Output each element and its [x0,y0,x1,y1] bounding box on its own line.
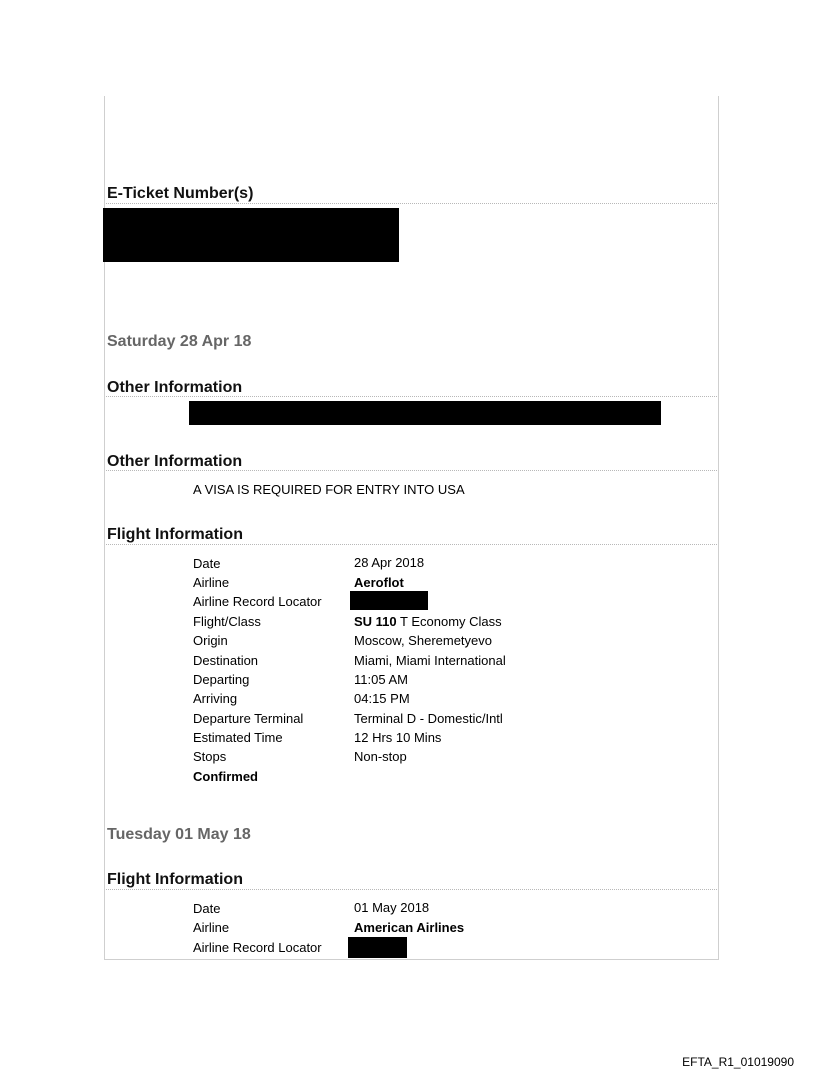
record-locator-label: Airline Record Locator [193,940,322,955]
origin-value: Moscow, Sheremetyevo [354,633,493,648]
day-heading-2: Tuesday 01 May 18 [107,826,251,843]
departure-terminal-label: Departure Terminal [193,711,304,726]
flight-number: SU 110 [354,614,397,629]
redacted-other-info [189,401,661,425]
arriving-value: 04:15 PM [354,691,410,706]
departure-terminal-value: Terminal D - Domestic/Intl [354,711,503,726]
redacted-eticket-numbers [103,208,399,262]
flight-info-heading-2: Flight Information [107,871,243,888]
estimated-time-label: Estimated Time [193,730,283,745]
airline-value: American Airlines [354,920,465,935]
stops-value: Non-stop [354,749,407,764]
booking-class: T Economy Class [396,614,502,629]
other-info-heading-1: Other Information [107,379,243,396]
other-info-heading-2: Other Information [107,453,243,470]
day-heading-1: Saturday 28 Apr 18 [107,333,252,350]
origin-label: Origin [193,633,228,648]
eticket-heading: E-Ticket Number(s) [107,185,254,202]
redacted-record-locator [348,937,407,958]
section-divider [106,396,717,397]
departing-label: Departing [193,672,250,687]
arriving-label: Arriving [193,691,238,706]
redacted-record-locator [350,591,428,610]
section-divider [106,544,717,545]
destination-label: Destination [193,653,259,668]
date-value: 28 Apr 2018 [354,555,425,570]
visa-notice: A VISA IS REQUIRED FOR ENTRY INTO USA [193,482,465,497]
flight-class-value [354,614,502,629]
section-divider [106,889,717,890]
flight-info-heading-1: Flight Information [107,526,243,543]
booking-status: Confirmed [193,769,258,784]
estimated-time-value: 12 Hrs 10 Mins [354,730,442,745]
document-id: EFTA_R1_01019090 [682,1055,794,1069]
airline-label: Airline [193,575,230,590]
date-label: Date [193,556,221,571]
date-label: Date [193,901,221,916]
flight-class-label: Flight/Class [193,614,261,629]
section-divider [106,470,717,471]
stops-label: Stops [193,749,227,764]
departing-value: 11:05 AM [354,672,408,687]
record-locator-label: Airline Record Locator [193,594,322,609]
airline-label: Airline [193,920,230,935]
date-value: 01 May 2018 [354,900,430,915]
airline-value: Aeroflot [354,575,404,590]
destination-value: Miami, Miami International [354,653,506,668]
section-divider [106,203,717,204]
